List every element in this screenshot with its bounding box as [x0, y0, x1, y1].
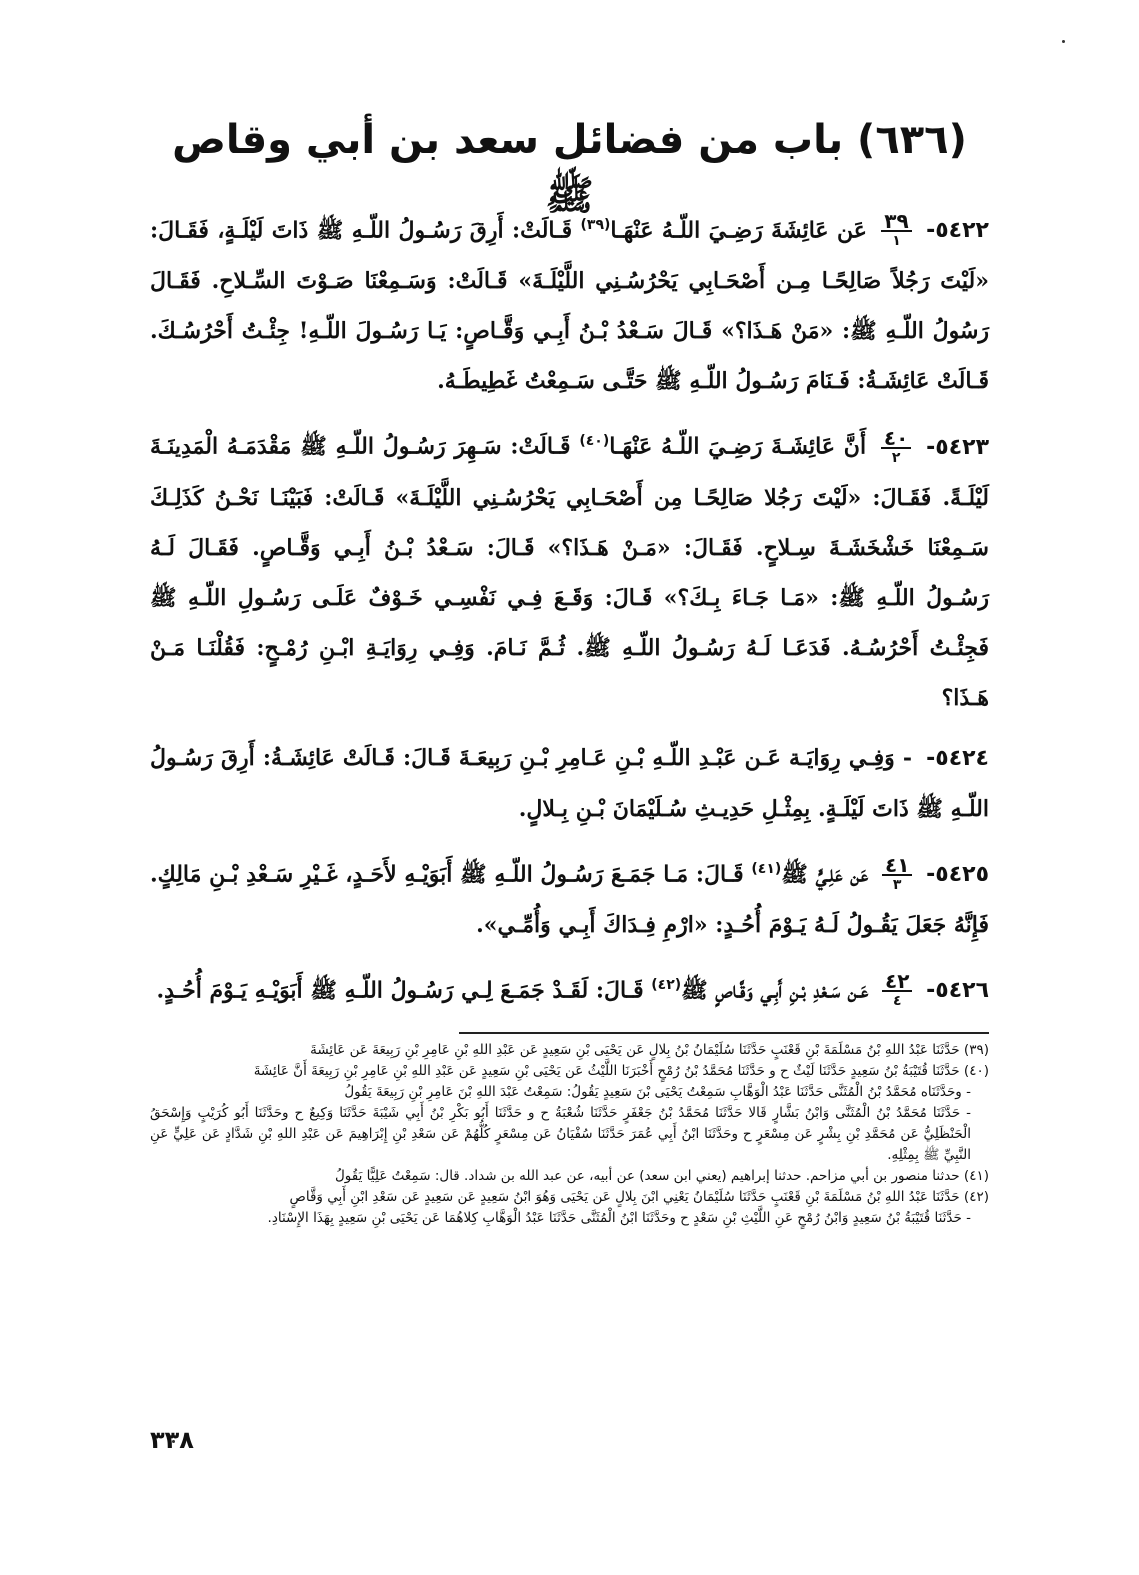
hadith-text-before: عَن عَائِشَةَ رَضِـيَ اللّـهُ عَنْهَـا — [610, 217, 867, 244]
hadith-paragraph — [150, 733, 989, 834]
hadith-fraction: $\frac{٤٠}{٢}$ — [881, 429, 911, 467]
hadith-text-after: قَـالَ: مَـا جَمَـعَ رَسُـولُ اللّـهِ ﷺ أَبَوَيْـهِ لأَحَـدٍ، غَـيْرِ سَـعْدِ بْـنِ مَالِكٍ. فَإِنَّهُ جَعَلَ يَقُـولُ لَـهُ يَـوْمَ أُحُـدٍ: «ارْمِ فِـدَاكَ أَبِـي وَأُمِّـي». — [150, 860, 989, 938]
footnote-subline: - حَدَّثَنَا مُحَمَّدُ بْنُ الْمُثَنَّى وَابْنُ بَشَّارٍ قَالا حَدَّثَنَا مُحَمَّدُ بْنُ جَعْفَرٍ حَدَّثَنَا شُعْبَةُ ح و حَدَّثَنَا أَبُو بَكْرِ بْنُ أَبِي شَيْبَةَ حَدَّثَنَا وَكِيعٌ ح وحَدَّثَنَا أَبُو كُرَيْبٍ وَإِسْحَقُ الْحَنْظَلِيُّ عَن مُحَمَّدِ بْنِ بِشْرٍ عَن مِسْعَرٍ ح وحَدَّثَنَا ابْنُ أَبِي عُمَرَ حَدَّثَنَا سُفْيَانُ عَن مِسْعَرٍ كُلُّهُمْ عَن سَعْدِ بْنِ إِبْرَاهِيمَ عَن عَبْدِ اللهِ بْنِ شَدَّادٍ عَن عَلِيٍّ عَنِ النَّبِيِّ ﷺ بِمِثْلِهِ. — [150, 1105, 971, 1163]
footnote-subline: - وحَدَّثَنَاه مُحَمَّدُ بْنُ الْمُثَنَّى حَدَّثَنَا عَبْدُ الْوَهَّابِ سَمِعْتُ يَحْيَى بْنَ سَعِيدٍ يَقُولُ: سَمِعْتُ عَبْدَ اللهِ بْنَ عَامِرِ بْنِ رَبِيعَةَ يَقُولُ — [344, 1084, 971, 1100]
hadith-number: ٥٤٢٥- — [926, 861, 989, 887]
chapter-title: (٦٣٦) باب من فضائل سعد بن أبي وقاص ﷺ — [172, 117, 967, 219]
hadith-text-after: قَـالَتْ: أَرِقَ رَسُـولُ اللّـهِ ﷺ ذَاتَ لَيْلَـةٍ، فَقَـالَ: «لَيْتَ رَجُلاً صَالِحًـا مِـن أَصْحَـابِي يَحْرُسُـنِي اللَّيْلَـةَ» قَـالَتْ: وَسَـمِعْنَا صَـوْتَ السِّـلاحِ. فَقَـالَ رَسُولُ اللّـهِ ﷺ: «مَنْ هَـذَا؟» قَـالَ سَـعْدُ بْـنُ أَبِـي وَقَّـاصٍ: يَـا رَسُـولَ اللّـهِ! جِئْـتُ أَحْرُسُـكَ. قَـالَتْ عَائِشَـةُ: فَـنَامَ رَسُـولُ اللّـهِ ﷺ حَتَّـى سَـمِعْتُ غَطِيطَـهُ. — [150, 217, 989, 395]
hadith-text-before: عَن عَلِـيٍّ ﷺ — [781, 860, 869, 887]
hadith-text-after: قَـالَ: لَقَـدْ جَمَـعَ لِـي رَسُـولُ اللّـهِ ﷺ أَبَوَيْـهِ يَـوْمَ أُحُـدٍ. — [156, 977, 652, 1004]
footnote-divider — [459, 1032, 989, 1034]
scan-speck — [1062, 40, 1065, 43]
footnote-ref[interactable]: (٤٠) — [579, 433, 610, 450]
hadith-paragraph — [150, 416, 989, 722]
hadith-paragraph — [150, 844, 989, 950]
hadith-paragraph — [150, 200, 989, 406]
footnote-ref[interactable]: (٤٢) — [651, 976, 682, 993]
hadith-text-before: عَـن سَـعْدِ بْـنِ أَبِـي وَقَّـاصٍ ﷺ — [681, 977, 869, 1004]
hadith-paragraph — [150, 960, 989, 1016]
footnote: (٣٩) حَدَّثَنَا عَبْدُ اللهِ بْنُ مَسْلَمَةَ بْنِ قَعْنَبٍ حَدَّثَنَا سُلَيْمَانُ بْنُ بِلالٍ عَن يَحْيَى بْنِ سَعِيدٍ عَن عَبْدِ اللهِ بْنِ عَامِرِ بْنِ رَبِيعَةَ عَن عَائِشَةَ — [310, 1042, 989, 1058]
hadith-number: ٥٤٢٢- — [926, 218, 989, 244]
footnote: (٤٢) حَدَّثَنَا عَبْدُ اللهِ بْنُ مَسْلَمَةَ بْنِ قَعْنَبٍ حَدَّثَنَا سُلَيْمَانُ يَعْنِي ابْنَ بِلالٍ عَن يَحْيَى وَهُوَ ابْنُ سَعِيدٍ عَن سَعِيدٍ عَن سَعْدِ ابْنِ أَبِي وَقَّاصٍ — [289, 1189, 989, 1205]
hadith-text-after: قَـالَتْ: سَـهِرَ رَسُـولُ اللّـهِ ﷺ مَقْدَمَـهُ الْمَدِينَـةَ لَيْلَـةً. فَقَـالَ: «لَيْتَ رَجُلا صَالِحًـا مِن أَصْحَـابِي يَحْرُسُـنِي اللَّيْلَـةَ» قَـالَتْ: فَبَيْنَـا نَحْـنُ كَذَلِـكَ سَـمِعْنَا خَشْخَشَـةَ سِـلاحٍ. فَقَـالَ: «مَـنْ هَـذَا؟» قَـالَ: سَـعْدُ بْـنُ أَبِـي وَقَّـاصٍ. فَقَـالَ لَـهُ رَسُـولُ اللّـهِ ﷺ: «مَـا جَـاءَ بِـكَ؟» قَـالَ: وَقَـعَ فِـي نَفْسِـي خَـوْفٌ عَلَـى رَسُـولِ اللّـهِ ﷺ فَجِئْـتُ أَحْرُسُـهُ. فَدَعَـا لَـهُ رَسُـولُ اللّـهِ ﷺ. ثُـمَّ نَـامَ. وَفِـي رِوَايَـةِ ابْـنِ رُمْـحٍ: فَقُلْنَـا مَـنْ هَـذَا؟ — [150, 433, 989, 711]
hadith-number: ٥٤٢٣- — [926, 434, 989, 460]
footnote: (٤١) حدثنا منصور بن أبي مزاحم. حدثنا إبراهيم (يعني ابن سعد) عن أبيه، عن عبد الله بن شداد. قال: سَمِعْتُ عَلِيًّا يَقُولُ — [335, 1168, 989, 1184]
footnote-ref[interactable]: (٣٩) — [580, 217, 611, 233]
footnote-ref[interactable]: (٤١) — [751, 860, 782, 877]
hadith-text-before: أَنَّ عَائِشَـةَ رَضِـيَ اللّـهُ عَنْهَـا — [609, 433, 867, 460]
hadith-body — [150, 200, 989, 1026]
hadith-fraction: $\frac{٤١}{٣}$ — [882, 856, 912, 894]
hadith-number: ٥٤٢٤- — [926, 745, 989, 771]
page-number: ٣٣٨ — [150, 1426, 194, 1454]
hadith-number: ٥٤٢٦- — [926, 978, 989, 1004]
hadith-fraction: $\frac{٤٢}{٤}$ — [882, 972, 912, 1010]
footnotes — [150, 1040, 989, 1229]
hadith-text-before: - وَفِـي رِوَايَـة عَـن عَبْـدِ اللّـهِ بْـنِ عَـامِرِ بْـنِ رَبِيعَـةَ قَـالَ: قَـالَتْ عَائِشَـةُ: أَرِقَ رَسُـولُ اللّـهِ ﷺ ذَاتَ لَيْلَـةٍ. بِمِثْـلِ حَدِيـثِ سُـلَيْمَانَ بْـنِ بِـلالٍ. — [150, 744, 989, 822]
footnote-subline: - حَدَّثَنَا قُتَيْبَةُ بْنُ سَعِيدٍ وَابْنُ رُمْحٍ عَنِ اللَّيْثِ بْنِ سَعْدٍ ح وحَدَّثَنَا ابْنُ الْمُثَنَّى حَدَّثَنَا عَبْدُ الْوَهَّابِ كِلاهُمَا عَن يَحْيَى بْنِ سَعِيدٍ بِهَذَا الإِسْنَادِ. — [267, 1210, 971, 1226]
footnote: (٤٠) حَدَّثَنَا قُتَيْبَةُ بْنُ سَعِيدٍ حَدَّثَنَا لَيْثٌ ح و حَدَّثَنَا مُحَمَّدُ بْنُ رُمْحٍ أَخْبَرَنَا اللَّيْثُ عَن يَحْيَى بْنِ سَعِيدٍ عَن عَبْدِ اللهِ بْنِ عَامِرِ بْنِ رَبِيعَةَ أَنَّ عَائِشَةَ — [253, 1063, 989, 1079]
hadith-fraction: $\frac{٣٩}{١}$ — [881, 212, 911, 250]
